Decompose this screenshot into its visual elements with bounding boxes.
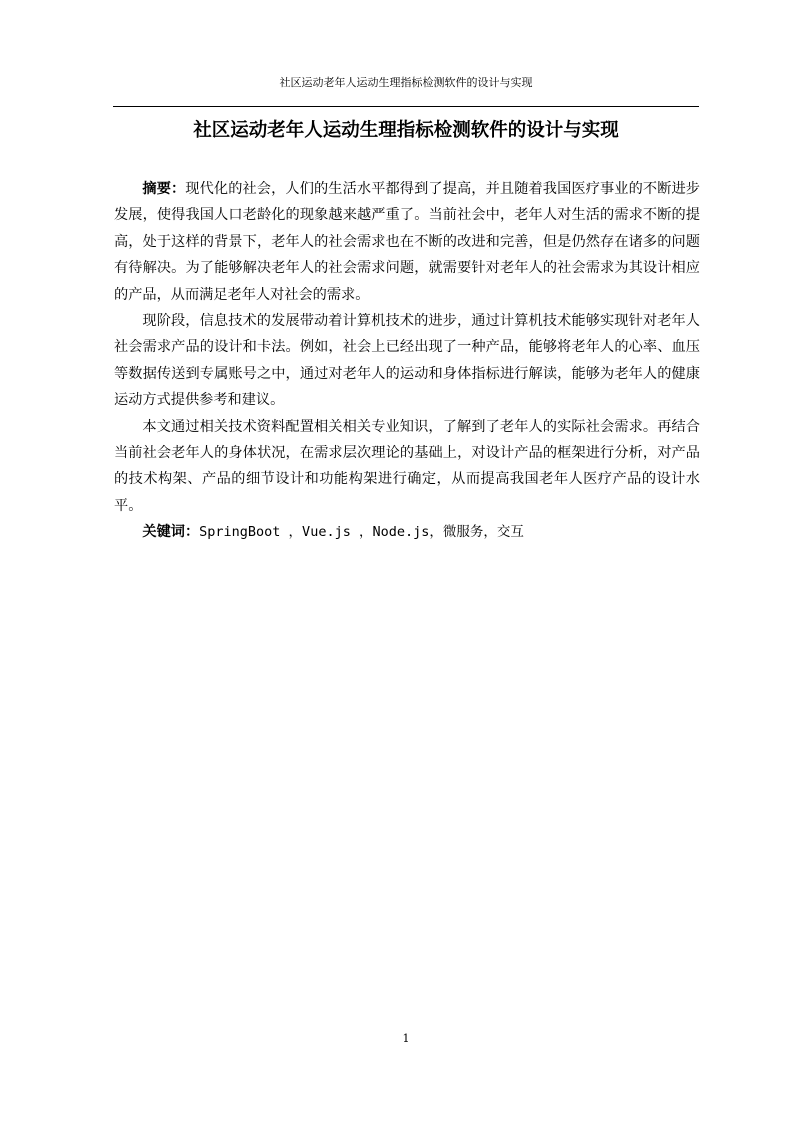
keywords-line xyxy=(114,519,700,545)
abstract-paragraph-2: 现阶段，信息技术的发展带动着计算机技术的进步，通过计算机技术能够实现针对老年人社会需求产品的设计和卡法。例如，社会上已经出现了一种产品，能够将老年人的心率、血压等数据传送到专属账号之中，通过对老年人的运动和身体指标进行解读，能够为老年人的健康运动方式提供参考和建议。 xyxy=(114,313,700,409)
keywords-value: SpringBoot ，Vue.js ，Node.js，微服务，交互 xyxy=(199,524,524,541)
abstract-paragraph-1-text: 现代化的社会，人们的生活水平都得到了提高，并且随着我国医疗事业的不断进步发展，使得我国人口老龄化的现象越来越严重了。当前社会中，老年人对生活的需求不断的提高，处于这样的背景下，老年人的社会需求也在不断的改进和完善，但是仍然存在诸多的问题有待解决。为了能够解决老年人的社会需求问题，就需要针对老年人的社会需求为其设计相应的产品，从而满足老年人对社会的需求。 xyxy=(114,181,700,303)
page-title: 社区运动老年人运动生理指标检测软件的设计与实现 xyxy=(193,120,619,141)
abstract-body xyxy=(114,176,700,546)
header-divider xyxy=(113,106,699,107)
abstract-label: 摘要： xyxy=(142,181,186,197)
running-header: 社区运动老年人运动生理指标检测软件的设计与实现 xyxy=(279,76,533,89)
page-number: 1 xyxy=(402,1032,410,1045)
abstract-paragraph-3: 本文通过相关技术资料配置相关相关专业知识，了解到了老年人的实际社会需求。再结合当前社会老年人的身体状况，在需求层次理论的基础上，对设计产品的框架进行分析，对产品的技术构架、产品的细节设计和功能构架进行确定，从而提高我国老年人医疗产品的设计水平。 xyxy=(114,418,700,514)
abstract-paragraph-1 xyxy=(114,176,700,308)
keywords-label: 关键词： xyxy=(142,524,200,541)
